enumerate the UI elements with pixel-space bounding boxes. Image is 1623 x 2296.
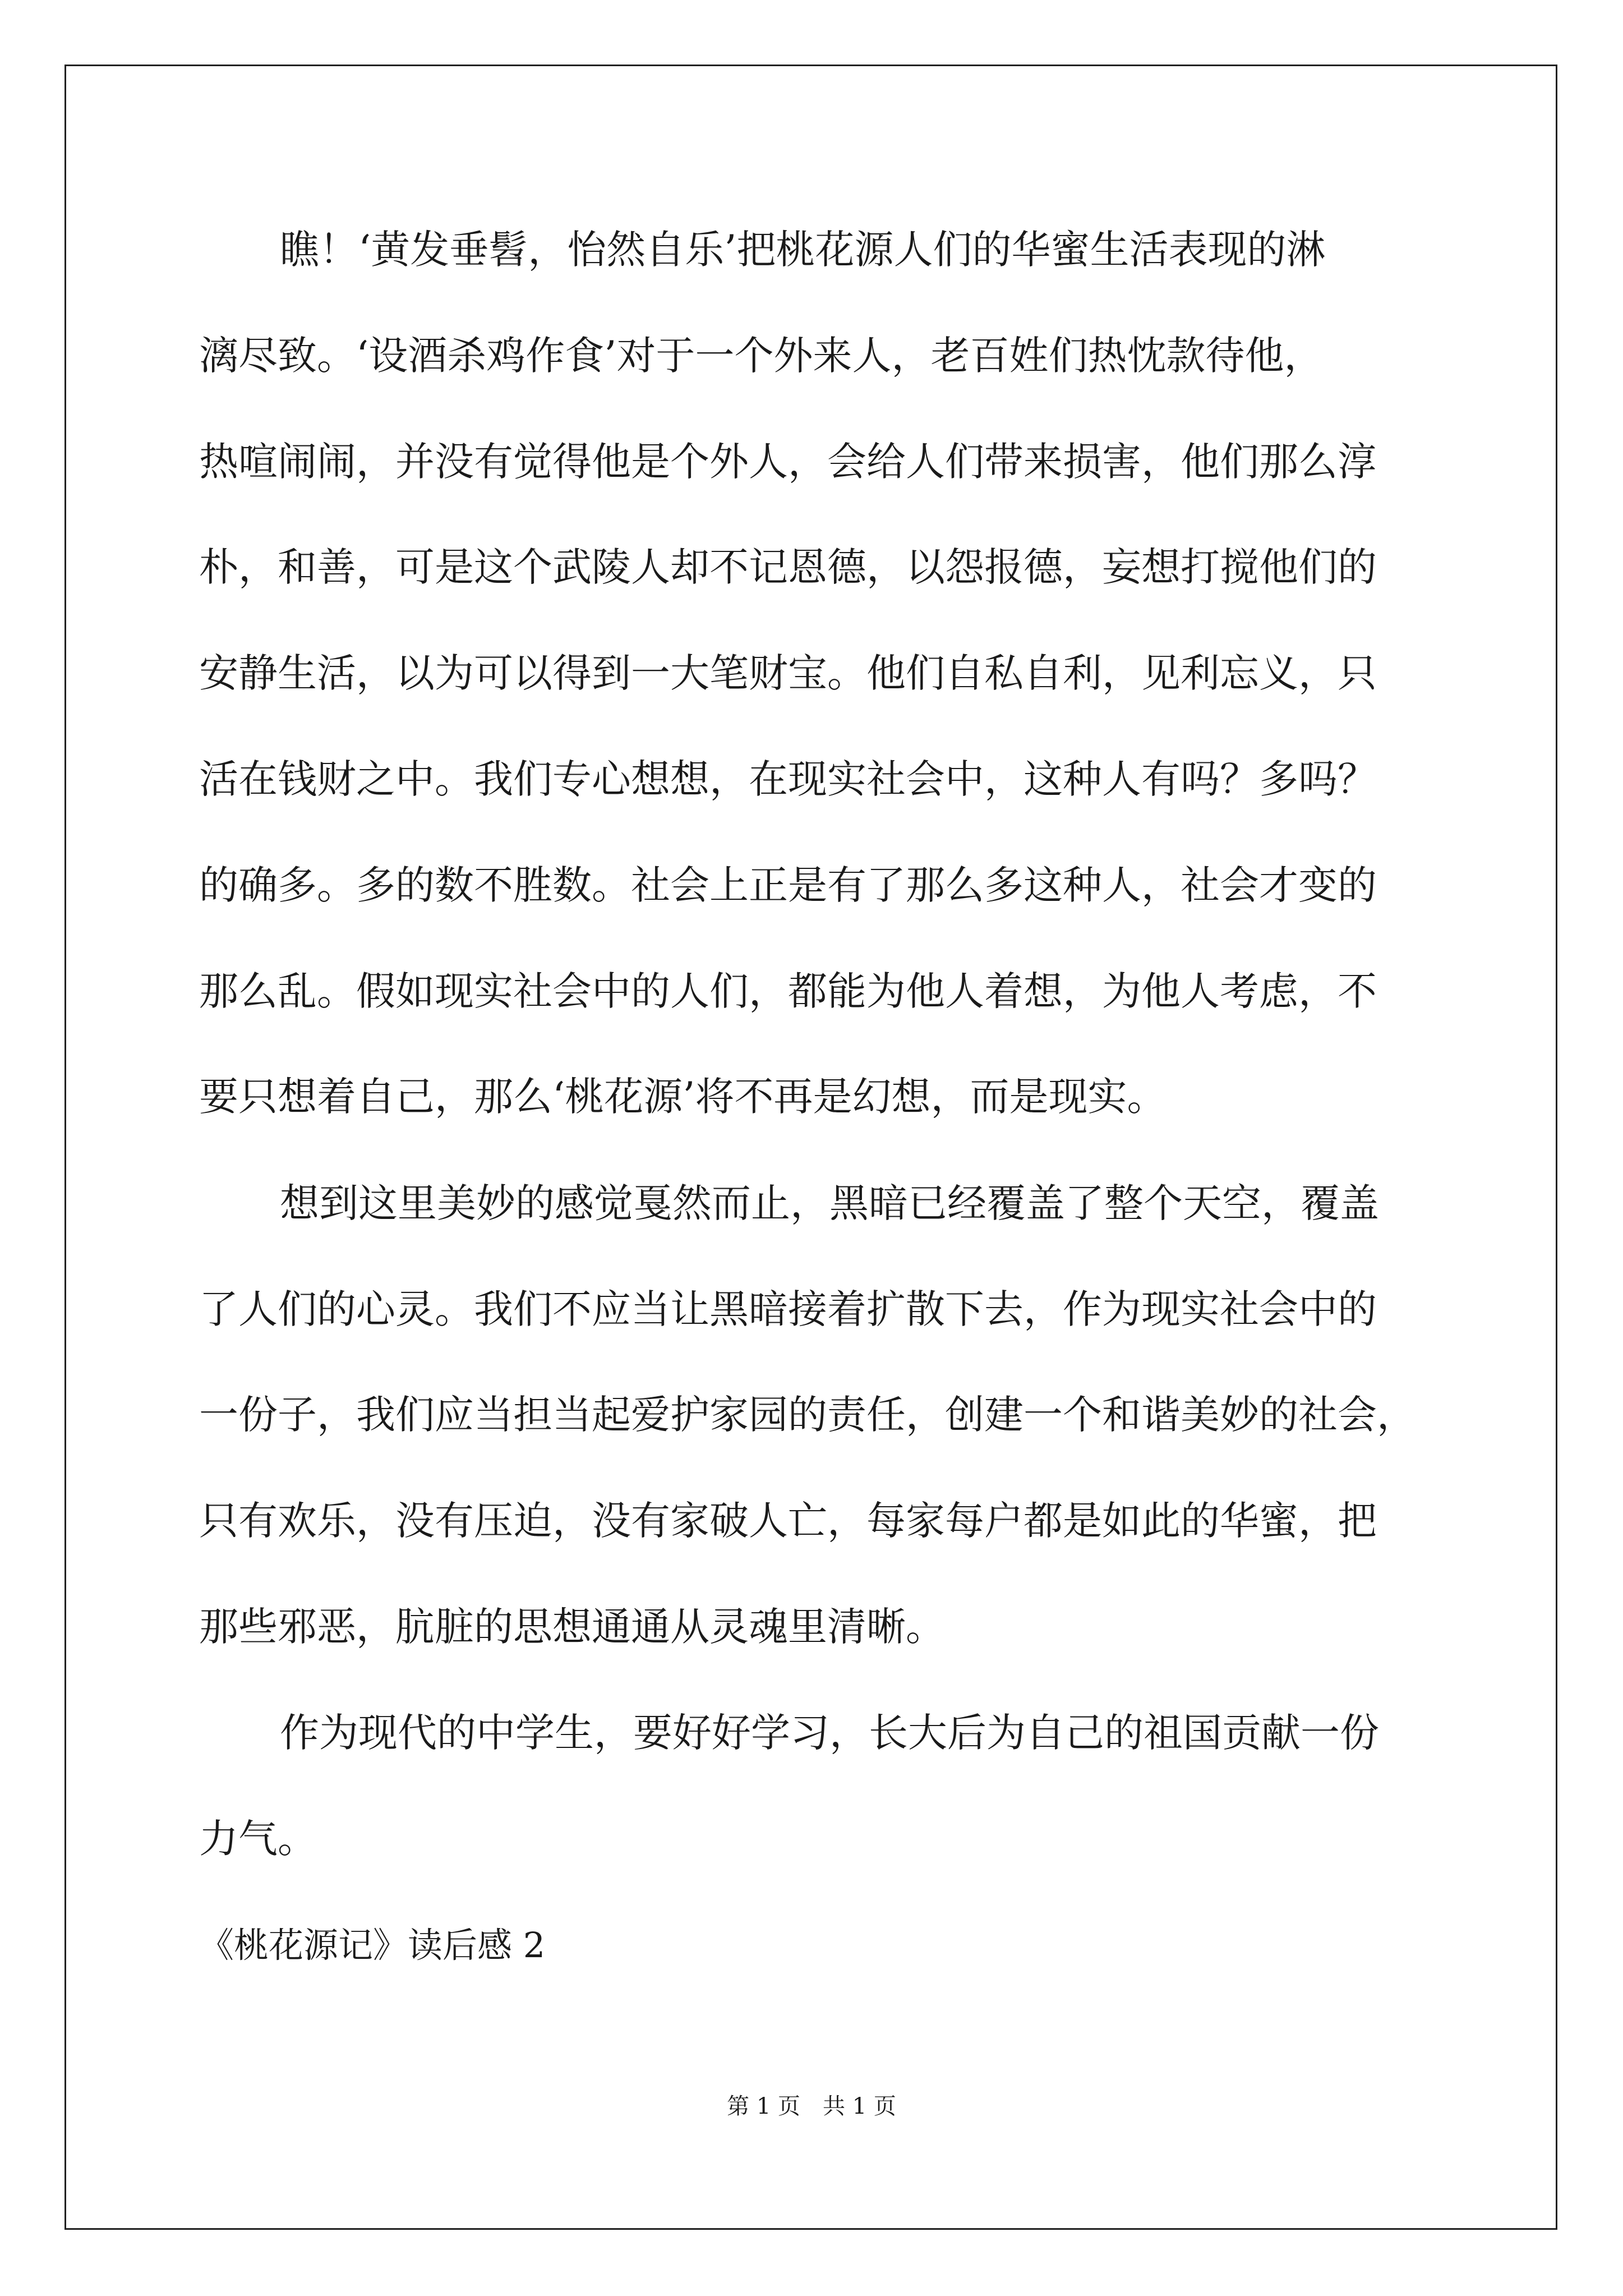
paragraph-line: 安静生活，以为可以得到一大笔财宝。他们自私自利，见利忘义，只 (199, 650, 1377, 696)
page-frame (64, 65, 1557, 2230)
paragraph-line: 那些邪恶，肮脏的思想通通从灵魂里清晰。 (199, 1604, 945, 1650)
paragraph-line: 力气。 (199, 1816, 317, 1862)
paragraph-line: 那么乱。假如现实社会中的人们，都能为他人着想，为他人考虑，不 (199, 968, 1377, 1014)
page-number: 第 1 页 (727, 2093, 800, 2119)
paragraph-line: 朴，和善，可是这个武陵人却不记恩德，以怨报德，妄想打搅他们的 (199, 544, 1377, 590)
paragraph-line: 一份子，我们应当担当起爱护家园的责任，创建一个和谐美妙的社会， (199, 1392, 1416, 1438)
paragraph-line: 瞧！‘黄发垂髫，怡然自乐’把桃花源人们的华蜜生活表现的淋 (280, 227, 1326, 273)
page-footer (0, 2091, 1623, 2122)
section-heading: 《桃花源记》读后感 2 (199, 1925, 546, 1966)
paragraph-line: 活在钱财之中。我们专心想想，在现实社会中，这种人有吗？多吗？ (199, 756, 1377, 802)
paragraph-line: 漓尽致。‘设酒杀鸡作食’对于一个外来人，老百姓们热忱款待他， (199, 333, 1324, 379)
paragraph-line: 了人们的心灵。我们不应当让黑暗接着扩散下去，作为现实社会中的 (199, 1286, 1377, 1332)
paragraph-line: 热喧闹闹，并没有觉得他是个外人，会给人们带来损害，他们那么淳 (199, 439, 1377, 485)
paragraph-line: 想到这里美妙的感觉戛然而止，黑暗已经覆盖了整个天空，覆盖 (280, 1180, 1379, 1226)
paragraph-line: 只有欢乐，没有压迫，没有家破人亡，每家每户都是如此的华蜜，把 (199, 1498, 1377, 1544)
paragraph-line: 的确多。多的数不胜数。社会上正是有了那么多这种人，社会才变的 (199, 862, 1377, 908)
paragraph-line: 要只想着自己，那么‘桃花源’将不再是幻想，而是现实。 (199, 1074, 1166, 1120)
paragraph-line: 作为现代的中学生，要好好学习，长大后为自己的祖国贡献一份 (280, 1710, 1379, 1756)
page-total: 共 1 页 (823, 2093, 896, 2119)
